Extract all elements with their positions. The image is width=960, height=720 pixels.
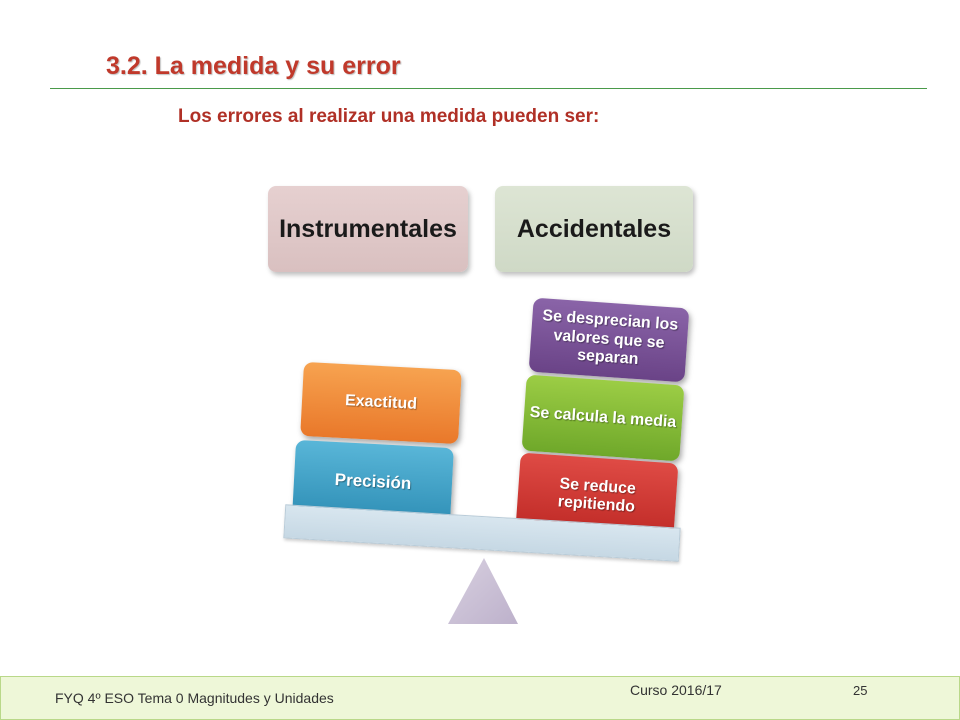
category-instrumentales: Instrumentales	[268, 186, 468, 272]
block-reduce-label: Se reduce repitiendo	[557, 474, 637, 516]
block-desprecian-label: Se desprecian los valores que se separan	[541, 307, 679, 369]
slide-title: 3.2. La medida y su error	[106, 52, 401, 80]
footer-course-year: Curso 2016/17	[630, 682, 722, 698]
title-divider	[50, 88, 927, 89]
footer-course-name: FYQ 4º ESO Tema 0 Magnitudes y Unidades	[55, 690, 334, 706]
block-desprecian	[529, 298, 690, 383]
slide-subtitle: Los errores al realizar una medida pueden ser:	[178, 106, 600, 127]
block-precision-label: Precisión	[334, 470, 412, 494]
block-calcula-label: Se calcula la media	[529, 403, 677, 431]
block-calcula-media	[522, 375, 685, 462]
category-accidentales: Accidentales	[495, 186, 693, 272]
block-exactitud-label: Exactitud	[344, 391, 418, 413]
balance-fulcrum-icon	[446, 556, 520, 626]
footer-page-number: 25	[853, 683, 868, 698]
block-exactitud	[300, 362, 462, 444]
